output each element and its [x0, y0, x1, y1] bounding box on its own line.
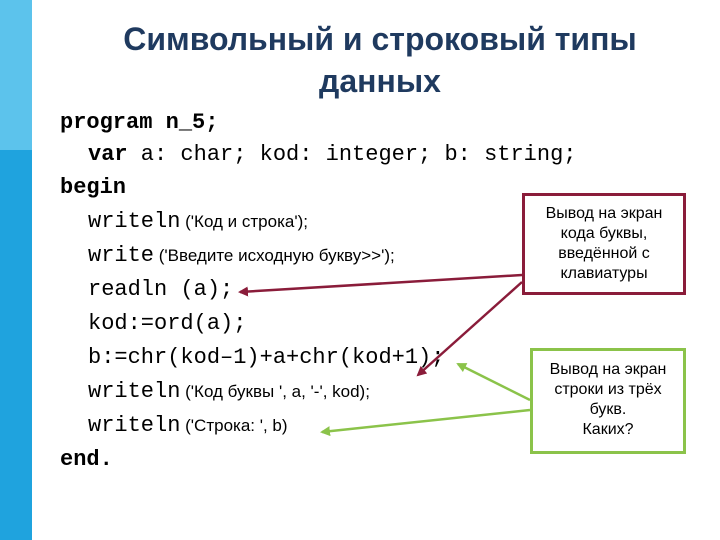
writeln-1-args: ('Код и строка');: [180, 212, 308, 231]
callout-2-line-4: Каких?: [582, 421, 634, 438]
arrow-to-writeln-b: [322, 410, 530, 432]
callout-box-code-output: [522, 193, 686, 295]
keyword-writeln: writeln: [88, 413, 181, 438]
keyword-writeln: writeln: [88, 209, 181, 234]
arrow-to-readln: [240, 275, 522, 292]
writeln-2-args: ('Код буквы ', a, '-', kod);: [180, 382, 370, 401]
var-declarations: a: char; kod: integer; b: string;: [127, 142, 577, 167]
arrow-to-chr-expression: [458, 364, 530, 400]
write-args: ('Введите исходную букву>>');: [154, 246, 395, 265]
callout-1-line-1: Вывод на экран: [545, 205, 663, 222]
keyword-writeln: writeln: [88, 379, 181, 404]
code-line-ord: kod:=ord(a);: [88, 311, 247, 336]
callout-2-line-1: Вывод на экран: [549, 361, 667, 378]
code-line-chr: b:=chr(kod–1)+a+chr(kod+1);: [88, 345, 445, 370]
title-line-2: данных: [319, 63, 441, 99]
callout-2-line-3: букв.: [589, 401, 627, 418]
writeln-3-args: ('Строка: ', b): [180, 416, 288, 435]
code-line-begin: begin: [60, 175, 127, 200]
keyword-var: var: [88, 142, 128, 167]
code-line-end: end.: [60, 447, 113, 472]
callout-1-line-3: введённой с: [558, 245, 650, 262]
code-line-program: program n_5;: [60, 110, 219, 135]
keyword-write: write: [88, 243, 155, 268]
code-line-readln: readln (a);: [88, 277, 234, 302]
callout-1-line-2: кода буквы,: [560, 225, 648, 242]
title-line-1: Символьный и строковый типы: [123, 21, 637, 57]
callout-1-line-4: клавиатуры: [560, 265, 648, 282]
callout-2-line-2: строки из трёх: [554, 381, 662, 398]
callout-box-string-output: [530, 348, 686, 454]
arrow-to-writeln-kod: [418, 282, 522, 375]
